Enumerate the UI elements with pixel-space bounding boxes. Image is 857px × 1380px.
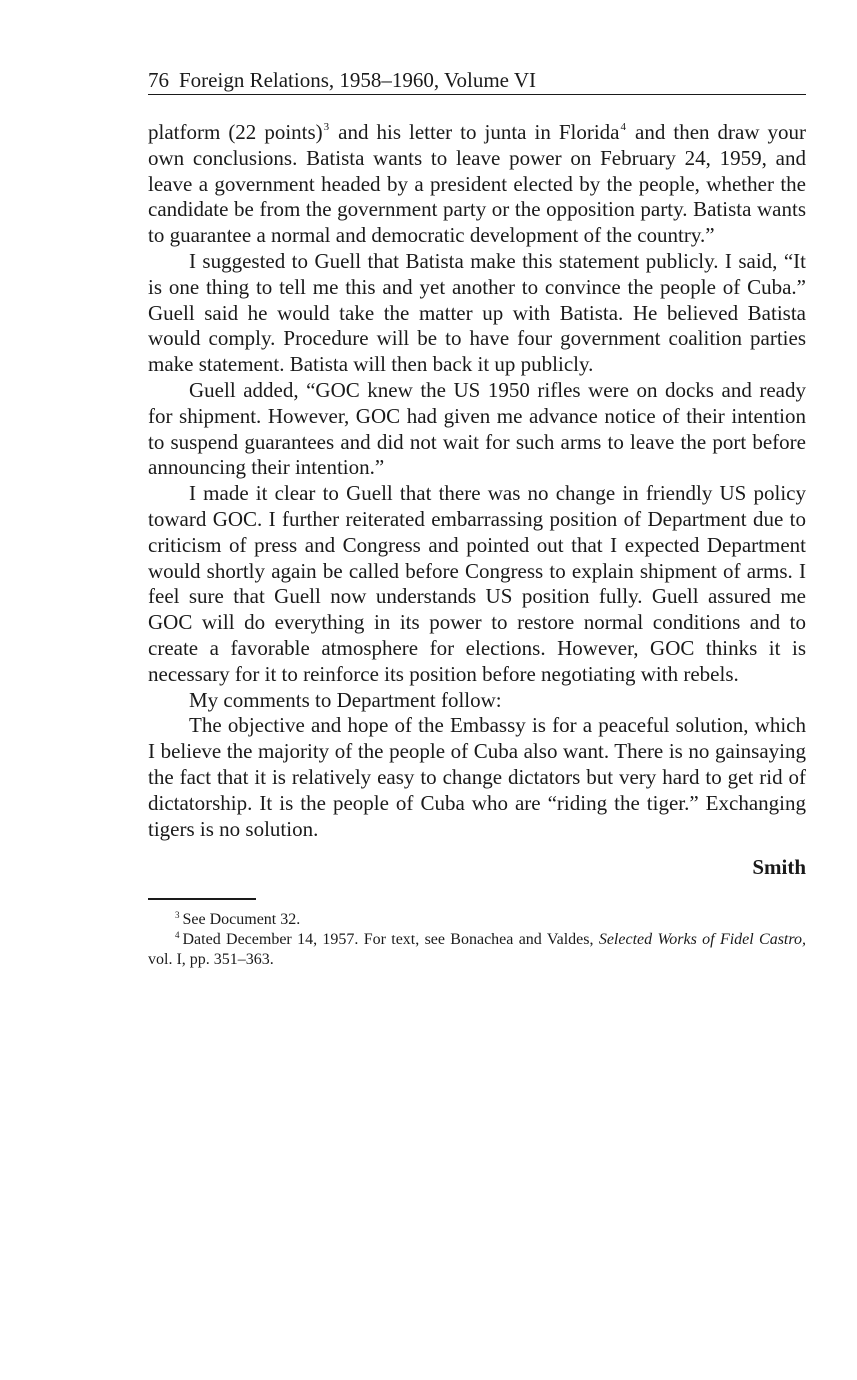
- paragraph-3: Guell added, “GOC knew the US 1950 rifles were on docks and ready for shipment. However, GOC had given me advance notice of their intention to suspend guarantees and did not wait for such arms to leave the port before announcing their intention.”: [148, 377, 806, 480]
- paragraph-2: I suggested to Guell that Batista make this statement publicly. I said, “It is one thing to tell me this and yet another to convince the people of Cuba.” Guell said he would take the matter up with Batista. He believed Batista would comply. Procedure will be to have four government coalition parties make statement. Batista will then back it up publicly.: [148, 248, 806, 377]
- footnote-ref-3[interactable]: 3: [323, 121, 330, 133]
- body-text: [148, 120, 806, 842]
- footnote-4-text-before: Dated December 14, 1957. For text, see Bonachea and Valdes,: [182, 931, 599, 949]
- signature: Smith: [752, 855, 806, 880]
- footnote-marker-3: 3: [175, 910, 180, 921]
- paragraph-1: [148, 120, 806, 249]
- footnote-4-text-after: vol. I, pp. 351–363.: [148, 951, 274, 969]
- running-head: [148, 66, 806, 95]
- footnote-4-title: Selected Works of Fidel Castro,: [598, 931, 806, 949]
- document-page: [148, 66, 806, 970]
- footnotes: [148, 910, 806, 970]
- paragraph-1-part-a: platform (22 points): [148, 120, 323, 144]
- footnote-4: [148, 930, 806, 970]
- footnote-3: [148, 910, 806, 930]
- page-number: 76: [148, 68, 169, 92]
- paragraph-6: The objective and hope of the Embassy is for a peaceful solution, which I believe the majority of the people of Cuba also want. There is no gainsaying the fact that it is relatively easy to change dictators but very hard to get rid of dictatorship. It is the people of Cuba who are “riding the tiger.” Exchanging tigers is no solution.: [148, 713, 806, 841]
- footnote-marker-4: 4: [175, 930, 180, 941]
- paragraph-5: My comments to Department follow:: [189, 687, 502, 712]
- paragraph-1-part-b: and his letter to junta in Florida: [330, 120, 620, 144]
- footnote-ref-4[interactable]: 4: [620, 121, 627, 133]
- running-title: Foreign Relations, 1958–1960, Volume VI: [179, 68, 536, 92]
- footnote-3-text: See Document 32.: [182, 911, 301, 929]
- paragraph-1-part-c: and then draw your own conclusions. Batista wants to leave power on February 24, 1959, and leave a government headed by a president elected by the people, whether the candidate be from the government party or the opposition party. Batista wants to guarantee a normal and democratic development of the country.”: [148, 120, 806, 248]
- footnote-divider: [148, 898, 256, 900]
- paragraph-4: I made it clear to Guell that there was no change in friendly US policy toward GOC. I further reiterated embarrassing position of Department due to criticism of press and Congress and pointed out that I expected Department would shortly again be called before Congress to explain shipment of arms. I feel sure that Guell now understands US position fully. Guell assured me GOC will do everything in its power to restore normal conditions and to create a favorable atmosphere for elections. However, GOC thinks it is necessary for it to reinforce its position before negotiating with rebels.: [148, 481, 806, 686]
